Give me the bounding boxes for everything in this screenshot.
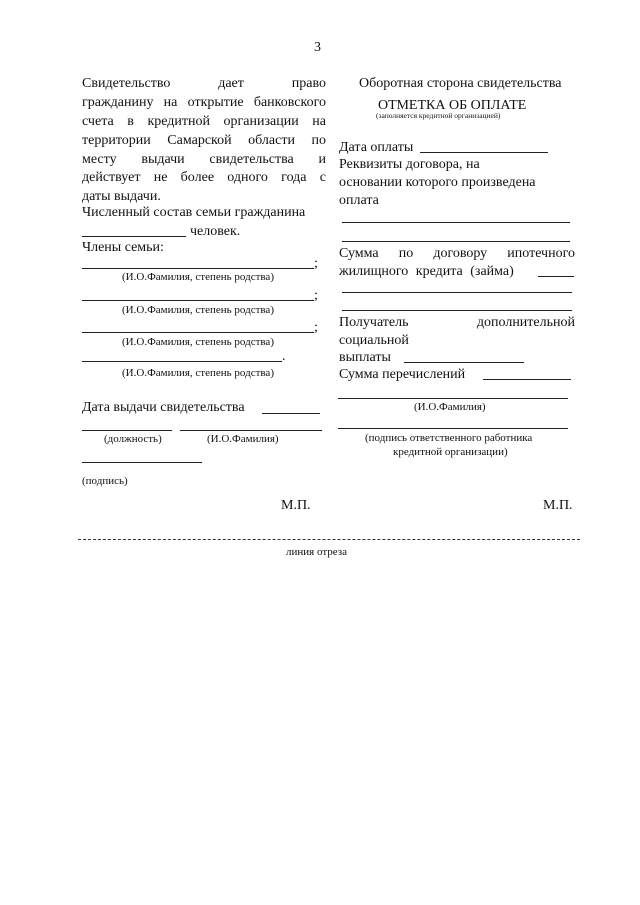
mortgage-sum-line: Сумма по договору ипотечного xyxy=(339,246,575,261)
issue-date-label: Дата выдачи свидетельства xyxy=(82,400,245,415)
mortgage-sum-blank[interactable] xyxy=(538,276,574,277)
contract-details-blank[interactable] xyxy=(342,241,570,242)
recipient-line: Получатель дополнительной xyxy=(339,315,575,330)
payment-date-label: Дата оплаты xyxy=(339,140,414,155)
stamp-place-left: М.П. xyxy=(281,498,311,513)
contract-details-line: Реквизиты договора, на xyxy=(339,157,480,172)
family-member-blank[interactable] xyxy=(82,332,314,333)
family-size-label: Численный состав семьи гражданина xyxy=(82,205,306,220)
family-member-caption: (И.О.Фамилия, степень родства) xyxy=(122,271,274,283)
contract-details-blank[interactable] xyxy=(342,222,570,223)
payment-date-blank[interactable] xyxy=(420,152,548,153)
signature-caption: (подпись) xyxy=(82,475,128,487)
intro-line: гражданину на открытие банковского xyxy=(82,95,326,110)
page-number: 3 xyxy=(314,40,321,55)
family-size-blank[interactable] xyxy=(82,236,186,237)
contract-details-line: основании которого произведена xyxy=(339,175,536,190)
intro-line: даты выдачи. xyxy=(82,189,161,204)
payment-mark-note: (заполняется кредитной организацией) xyxy=(376,111,501,120)
separator: . xyxy=(282,349,286,364)
officer-signature-caption: кредитной организации) xyxy=(393,446,508,458)
mortgage-sum-blank[interactable] xyxy=(342,292,572,293)
recipient-line: социальной xyxy=(339,333,409,348)
signature-blank[interactable] xyxy=(82,462,202,463)
family-size-unit: человек. xyxy=(190,224,241,239)
mortgage-sum-blank[interactable] xyxy=(342,310,572,311)
family-members-label: Члены семьи: xyxy=(82,240,164,255)
officer-signature-caption: (подпись ответственного работника xyxy=(365,432,533,444)
position-blank[interactable] xyxy=(82,430,172,431)
separator: ; xyxy=(314,256,318,271)
intro-line: действует не более одного года с xyxy=(82,170,326,185)
family-member-blank[interactable] xyxy=(82,268,314,269)
family-member-blank[interactable] xyxy=(82,300,314,301)
issue-date-blank[interactable] xyxy=(262,413,320,414)
official-name-caption: (И.О.Фамилия) xyxy=(207,433,279,445)
reverse-side-title: Оборотная сторона свидетельства xyxy=(359,76,562,91)
family-member-caption: (И.О.Фамилия, степень родства) xyxy=(122,336,274,348)
cut-line-label: линия отреза xyxy=(286,546,347,558)
separator: ; xyxy=(314,320,318,335)
recipient-blank[interactable] xyxy=(404,362,524,363)
recipient-name-blank[interactable] xyxy=(338,398,568,399)
officer-signature-blank[interactable] xyxy=(338,428,568,429)
family-member-caption: (И.О.Фамилия, степень родства) xyxy=(122,367,274,379)
intro-line: счета в кредитной организации на xyxy=(82,114,326,129)
contract-details-line: оплата xyxy=(339,193,379,208)
separator: ; xyxy=(314,288,318,303)
payment-mark-title: ОТМЕТКА ОБ ОПЛАТЕ xyxy=(378,98,527,113)
mortgage-sum-line: жилищного кредита (займа) xyxy=(339,264,514,279)
recipient-name-caption: (И.О.Фамилия) xyxy=(414,401,486,413)
intro-line: Свидетельство дает право xyxy=(82,76,326,91)
family-member-caption: (И.О.Фамилия, степень родства) xyxy=(122,304,274,316)
stamp-place-right: М.П. xyxy=(543,498,573,513)
intro-line: месту выдачи свидетельства и xyxy=(82,152,326,167)
recipient-line: выплаты xyxy=(339,350,391,365)
transfer-sum-blank[interactable] xyxy=(483,379,571,380)
cut-line xyxy=(78,539,580,540)
intro-line: территории Самарской области по xyxy=(82,133,326,148)
official-name-blank[interactable] xyxy=(180,430,322,431)
position-caption: (должность) xyxy=(104,433,162,445)
transfer-sum-label: Сумма перечислений xyxy=(339,367,466,382)
family-member-blank[interactable] xyxy=(82,361,282,362)
